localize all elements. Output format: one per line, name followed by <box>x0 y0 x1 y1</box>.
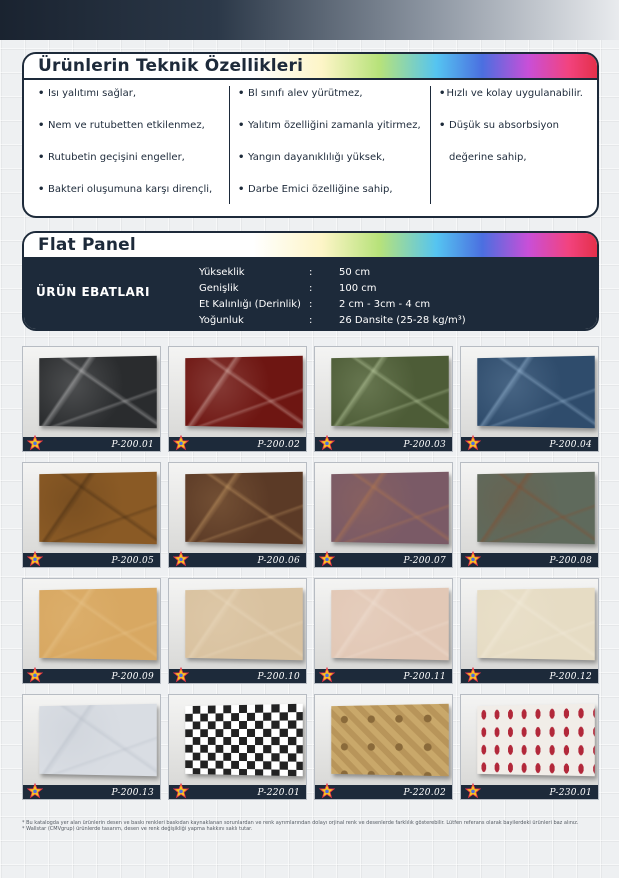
star-logo-icon <box>465 783 481 799</box>
product-code-bar <box>23 437 160 451</box>
star-logo-icon <box>27 435 43 451</box>
product-code: P-200.11 <box>403 672 446 682</box>
product-scene <box>315 463 452 555</box>
panel-swatch <box>185 472 302 544</box>
product-code: P-220.01 <box>257 788 300 798</box>
technical-features-header <box>24 54 597 80</box>
star-logo-icon <box>465 551 481 567</box>
product-tile[interactable] <box>22 578 161 684</box>
panel-swatch <box>477 588 594 660</box>
product-code-bar <box>315 437 452 451</box>
product-code: P-200.02 <box>257 440 300 450</box>
panel-swatch <box>39 588 156 660</box>
feature-item: • Yalıtım özelliğini zamanla yitirmez, <box>238 120 421 131</box>
product-scene <box>315 347 452 439</box>
product-code-bar <box>461 553 598 567</box>
product-code-bar <box>23 669 160 683</box>
product-tile[interactable] <box>22 346 161 452</box>
star-logo-icon <box>319 551 335 567</box>
product-code: P-200.05 <box>111 556 154 566</box>
features-columns <box>24 80 597 210</box>
panel-swatch <box>477 356 594 428</box>
feature-item: • Rutubetin geçişini engeller, <box>38 152 185 163</box>
features-column-1 <box>30 86 229 204</box>
panel-swatch <box>185 588 302 660</box>
product-scene <box>461 347 598 439</box>
product-code: P-230.01 <box>549 788 592 798</box>
product-code: P-200.08 <box>549 556 592 566</box>
flat-panel-title: Flat Panel <box>38 235 136 255</box>
product-code-bar <box>23 553 160 567</box>
product-code-bar <box>169 437 306 451</box>
product-code-bar <box>169 785 306 799</box>
product-scene <box>169 579 306 671</box>
feature-item: • Hızlı ve kolay uygulanabilir. <box>439 88 583 99</box>
product-tile[interactable] <box>460 694 599 800</box>
product-code: P-200.07 <box>403 556 446 566</box>
product-code: P-200.04 <box>549 440 592 450</box>
panel-swatch <box>39 356 156 428</box>
features-column-3 <box>431 86 591 204</box>
spec-row-density: Yoğunluk : 26 Dansite (25-28 kg/m³) <box>199 314 466 326</box>
spec-row-height: Yükseklik : 50 cm <box>199 266 371 278</box>
product-scene <box>23 463 160 555</box>
feature-item: • Düşük su absorbsiyon <box>439 120 559 131</box>
dimensions-table <box>199 264 539 328</box>
panel-swatch <box>39 704 156 776</box>
product-code-bar <box>461 669 598 683</box>
flat-panel-header <box>24 233 597 259</box>
product-scene <box>23 695 160 787</box>
product-tile[interactable] <box>460 346 599 452</box>
spec-row-width: Genişlik : 100 cm <box>199 282 377 294</box>
product-tile[interactable] <box>314 462 453 568</box>
feature-item: değerine sahip, <box>449 152 527 163</box>
product-code: P-200.10 <box>257 672 300 682</box>
product-scene <box>461 695 598 787</box>
star-logo-icon <box>27 551 43 567</box>
product-code: P-200.03 <box>403 440 446 450</box>
star-logo-icon <box>319 783 335 799</box>
product-code-bar <box>461 437 598 451</box>
feature-item: • Darbe Emici özelliğine sahip, <box>238 184 393 195</box>
product-tile[interactable] <box>460 462 599 568</box>
feature-item: • Yangın dayanıklılığı yüksek, <box>238 152 386 163</box>
product-tile[interactable] <box>314 578 453 684</box>
product-scene <box>315 695 452 787</box>
star-logo-icon <box>319 435 335 451</box>
panel-swatch <box>477 704 594 776</box>
star-logo-icon <box>319 667 335 683</box>
features-column-2 <box>229 86 431 204</box>
footnote: * Wallstar (CMVgrup) ürünlerde tasarım, desen ve renk değişikliği yapma hakkını saklı tutar. <box>22 826 253 832</box>
product-scene <box>315 579 452 671</box>
product-scene <box>461 579 598 671</box>
product-code: P-200.09 <box>111 672 154 682</box>
product-code-bar <box>315 785 452 799</box>
product-tile[interactable] <box>168 346 307 452</box>
dimensions-label: ÜRÜN EBATLARI <box>36 285 150 299</box>
product-tile[interactable] <box>168 462 307 568</box>
star-logo-icon <box>27 667 43 683</box>
product-scene <box>169 695 306 787</box>
footnote: * Bu katalogda yer alan ürünlerin desen ve baskı renkleri baskıdan kaynaklanan sorunlardan ve renk ayrımlarından dolayı orjinal renk ve desenlerde farklılık gösterebilir. Lütfen referans olarak bayilerdeki ürünleri baz alınız. <box>22 820 579 826</box>
product-code-bar <box>461 785 598 799</box>
technical-features-panel <box>22 52 599 218</box>
top-banner <box>0 0 619 40</box>
flat-panel-section <box>22 231 599 331</box>
technical-features-title: Ürünlerin Teknik Özellikleri <box>38 56 304 76</box>
product-code: P-200.13 <box>111 788 154 798</box>
panel-swatch <box>477 472 594 544</box>
product-tile[interactable] <box>168 578 307 684</box>
product-scene <box>23 347 160 439</box>
product-tile[interactable] <box>22 462 161 568</box>
star-logo-icon <box>465 667 481 683</box>
star-logo-icon <box>173 551 189 567</box>
product-code: P-200.01 <box>111 440 154 450</box>
panel-swatch <box>39 472 156 544</box>
product-dimensions <box>24 259 597 329</box>
product-scene <box>23 579 160 671</box>
feature-item: • Isı yalıtımı sağlar, <box>38 88 136 99</box>
star-logo-icon <box>173 435 189 451</box>
panel-swatch <box>185 704 302 776</box>
panel-swatch <box>331 356 448 428</box>
star-logo-icon <box>465 435 481 451</box>
product-scene <box>461 463 598 555</box>
product-code-bar <box>169 669 306 683</box>
feature-item: • Nem ve rutubetten etkilenmez, <box>38 120 205 131</box>
product-code-bar <box>23 785 160 799</box>
panel-swatch <box>185 356 302 428</box>
product-scene <box>169 463 306 555</box>
footnotes <box>22 820 600 832</box>
feature-item: • Bl sınıfı alev yürütmez, <box>238 88 363 99</box>
star-logo-icon <box>173 783 189 799</box>
panel-swatch <box>331 472 448 544</box>
product-code-bar <box>315 669 452 683</box>
product-tile[interactable] <box>460 578 599 684</box>
star-logo-icon <box>173 667 189 683</box>
product-code-bar <box>315 553 452 567</box>
product-tile[interactable] <box>314 346 453 452</box>
star-logo-icon <box>27 783 43 799</box>
product-code: P-200.06 <box>257 556 300 566</box>
product-tile[interactable] <box>168 694 307 800</box>
product-tile[interactable] <box>22 694 161 800</box>
spec-row-thickness: Et Kalınlığı (Derinlik) : 2 cm - 3cm - 4 cm <box>199 298 431 310</box>
product-scene <box>169 347 306 439</box>
product-code-bar <box>169 553 306 567</box>
feature-item: • Bakteri oluşumuna karşı dirençli, <box>38 184 213 195</box>
product-code: P-200.12 <box>549 672 592 682</box>
panel-swatch <box>331 588 448 660</box>
product-code: P-220.02 <box>403 788 446 798</box>
panel-swatch <box>331 704 448 776</box>
product-tile[interactable] <box>314 694 453 800</box>
